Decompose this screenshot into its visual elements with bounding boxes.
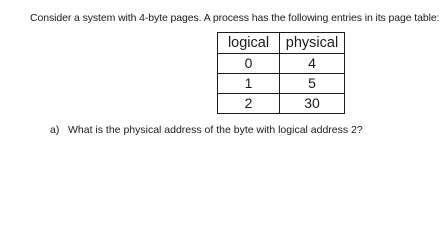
physical-cell: 5 — [280, 74, 345, 94]
page-table — [217, 32, 345, 114]
physical-cell: 30 — [280, 94, 345, 114]
header-logical: logical — [218, 33, 280, 54]
question-a — [50, 124, 363, 136]
table-row — [218, 54, 345, 74]
intro-text: Consider a system with 4-byte pages. A process has the following entries in its page table: — [30, 12, 440, 24]
logical-cell: 1 — [218, 74, 280, 94]
header-physical: physical — [280, 33, 345, 54]
logical-cell: 2 — [218, 94, 280, 114]
logical-cell: 0 — [218, 54, 280, 74]
table-row — [218, 94, 345, 114]
question-label: a) — [50, 124, 60, 136]
question-text: What is the physical address of the byte with logical address 2? — [68, 124, 363, 136]
physical-cell: 4 — [280, 54, 345, 74]
page-table-header-row — [218, 33, 345, 54]
table-row — [218, 74, 345, 94]
